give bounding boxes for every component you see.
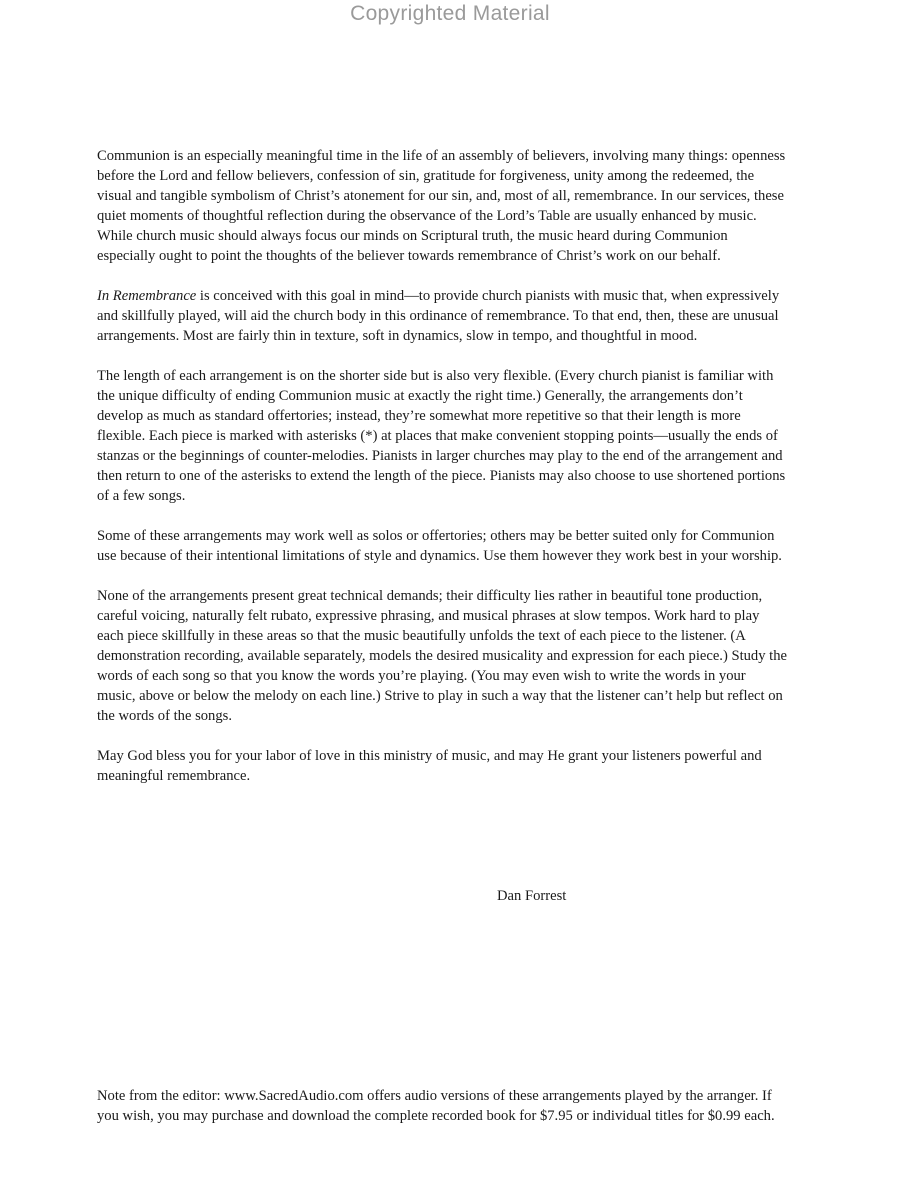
paragraph-purpose xyxy=(97,286,787,346)
paragraph-usage: Some of these arrangements may work well as solos or offertories; others may be better suited only for Communion use because of their intentional limitations of style and dynamics. Use them however they work best in your worship. xyxy=(97,528,782,564)
paragraph-technique: None of the arrangements present great technical demands; their difficulty lies rather in beautiful tone production, careful voicing, naturally felt rubato, expressive phrasing, and musical phrases at slow tempos. Work hard to play each piece skillfully in these areas so that the music beautifully unfolds the text of each piece to the listener. (A demonstration recording, available separately, models the desired musicality and expression for each piece.) Study the words of each song so that you know the words you’re playing. (You may even wish to write the words in your music, above or below the melody on each line.) Strive to play in such a way that the listener can’t help but reflect on the words of the songs. xyxy=(97,588,787,724)
book-title-italic: In Remembrance xyxy=(97,288,197,304)
preface-body xyxy=(97,146,787,806)
paragraph-purpose-text: is conceived with this goal in mind—to provide church pianists with music that, when expressively and skillfully played, will aid the church body in this ordinance of remembrance. To that end, then, these are unusual arrangements. Most are fairly thin in texture, soft in dynamics, slow in tempo, and thoughtful in mood. xyxy=(97,288,780,344)
copyright-watermark: Copyrighted Material xyxy=(350,2,550,25)
paragraph-communion-intro: Communion is an especially meaningful time in the life of an assembly of believers, involving many things: openness before the Lord and fellow believers, confession of sin, gratitude for forgiveness, unity among the redeemed, the visual and tangible symbolism of Christ’s atonement for our sin, and, most of all, remembrance. In our services, these quiet moments of thoughtful reflection during the observance of the Lord’s Table are usually enhanced by music. While church music should always focus our minds on Scriptural truth, the music heard during Communion especially ought to point the thoughts of the believer towards remembrance of Christ’s work on our behalf. xyxy=(97,148,786,264)
paragraph-length: The length of each arrangement is on the shorter side but is also very flexible. (Every church pianist is familiar with the unique difficulty of ending Communion music at exactly the right time.) Generally, the arrangements don’t develop as much as standard offertories; instead, they’re somewhat more repetitive so that their length is more flexible. Each piece is marked with asterisks (*) at places that make convenient stopping points—usually the ends of stanzas or the beginnings of counter-melodies. Pianists in larger churches may play to the end of the arrangement and then return to one of the asterisks to extend the length of the piece. Pianists may also choose to use shortened portions of a few songs. xyxy=(97,368,786,504)
author-signature: Dan Forrest xyxy=(497,888,567,904)
paragraph-blessing: May God bless you for your labor of love in this ministry of music, and may He grant your listeners powerful and meaningful remembrance. xyxy=(97,748,762,784)
editor-note: Note from the editor: www.SacredAudio.com offers audio versions of these arrangements played by the arranger. If you wish, you may purchase and download the complete recorded book for $7.95 or individual titles for $0.99 each. xyxy=(97,1088,775,1124)
